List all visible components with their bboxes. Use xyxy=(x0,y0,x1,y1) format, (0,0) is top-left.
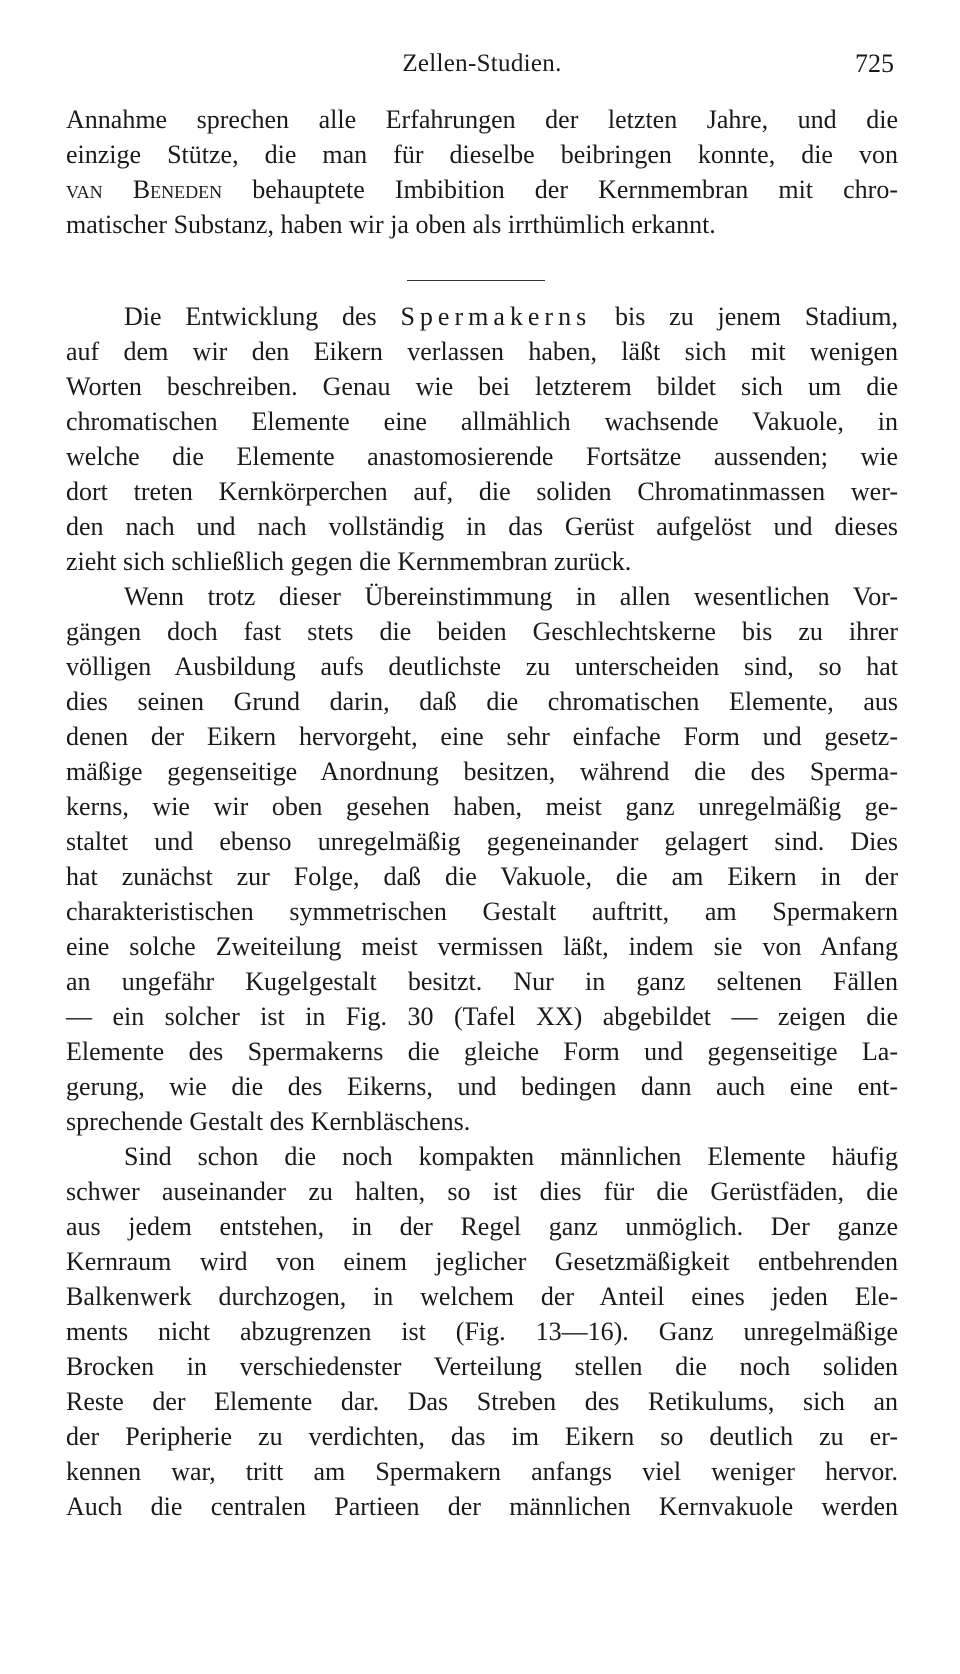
text-line: dort treten Kernkörperchen auf, die soliden Chromatinmassen wer- xyxy=(66,477,898,506)
spaced-term: Spermakerns xyxy=(400,302,592,331)
text-line: der Peripherie zu verdichten, das im Eikern so deutlich zu er- xyxy=(66,1422,898,1451)
text-line: hat zunächst zur Folge, daß die Vakuole, die am Eikern in der xyxy=(66,862,898,891)
text-line: Kernraum wird von einem jeglicher Gesetzmäßigkeit entbehrenden xyxy=(66,1247,898,1276)
text-line: auf dem wir den Eikern verlassen haben, läßt sich mit wenigen xyxy=(66,337,898,366)
text-line: sprechende Gestalt des Kernbläschens. xyxy=(66,1107,471,1136)
section-gap xyxy=(66,242,898,299)
author-name: van Beneden xyxy=(66,175,223,204)
text-fragment: behauptete Imbibition der Kernmembran mit chro- xyxy=(222,175,898,204)
text-line: kerns, wie wir oben gesehen haben, meist ganz unregelmäßig ge- xyxy=(66,792,898,821)
running-title: Zellen-Studien. xyxy=(402,50,562,77)
text-line: Reste der Elemente dar. Das Streben des Retikulums, sich an xyxy=(66,1387,898,1416)
text-line: einzige Stütze, die man für dieselbe beibringen konnte, die von xyxy=(66,140,898,169)
paragraph-2 xyxy=(66,299,898,579)
text-line: staltet und ebenso unregelmäßig gegeneinander gelagert sind. Dies xyxy=(66,827,898,856)
text-line xyxy=(66,299,898,334)
page-number: 725 xyxy=(855,49,894,78)
text-line: kennen war, tritt am Spermakern anfangs viel weniger hervor. xyxy=(66,1457,898,1486)
text-line: charakteristischen symmetrischen Gestalt auftritt, am Spermakern xyxy=(66,897,898,926)
text-line: schwer auseinander zu halten, so ist dies für die Gerüstfäden, die xyxy=(66,1177,898,1206)
text-line: Sind schon die noch kompakten männlichen Elemente häufig xyxy=(124,1142,898,1171)
text-fragment: Die Entwicklung des xyxy=(124,302,401,331)
text-line: zieht sich schließlich gegen die Kernmembran zurück. xyxy=(66,547,632,576)
text-line: — ein solcher ist in Fig. 30 (Tafel XX) abgebildet — zeigen die xyxy=(66,1002,898,1031)
text-line: völligen Ausbildung aufs deutlichste zu unterscheiden sind, so hat xyxy=(66,652,898,681)
text-line: mäßige gegenseitige Anordnung besitzen, während die des Sperma- xyxy=(66,757,898,786)
text-line: dies seinen Grund darin, daß die chromatischen Elemente, aus xyxy=(66,687,898,716)
text-line: gerung, wie die des Eikerns, und bedingen dann auch eine ent- xyxy=(66,1072,898,1101)
text-line: matischer Substanz, haben wir ja oben als irrthümlich erkannt. xyxy=(66,210,716,239)
text-fragment: bis zu jenem Stadium, xyxy=(591,302,898,331)
text-line: an ungefähr Kugelgestalt besitzt. Nur in ganz seltenen Fällen xyxy=(66,967,898,996)
text-line: Wenn trotz dieser Übereinstimmung in allen wesentlichen Vor- xyxy=(124,582,898,611)
page-header xyxy=(66,44,898,84)
text-line: ments nicht abzugrenzen ist (Fig. 13—16). Ganz unregelmäßige xyxy=(66,1317,898,1346)
paragraph-4 xyxy=(66,1139,898,1524)
text-line: eine solche Zweiteilung meist vermissen läßt, indem sie von Anfang xyxy=(66,932,898,961)
paragraph-3 xyxy=(66,579,898,1139)
text-line: Worten beschreiben. Genau wie bei letzterem bildet sich um die xyxy=(66,372,898,401)
text-line: den nach und nach vollständig in das Gerüst aufgelöst und dieses xyxy=(66,512,898,541)
text-line xyxy=(66,172,898,207)
text-line: chromatischen Elemente eine allmählich wachsende Vakuole, in xyxy=(66,407,898,436)
text-line: Brocken in verschiedenster Verteilung stellen die noch soliden xyxy=(66,1352,898,1381)
text-line: aus jedem entstehen, in der Regel ganz unmöglich. Der ganze xyxy=(66,1212,898,1241)
text-line: Annahme sprechen alle Erfahrungen der letzten Jahre, und die xyxy=(66,105,898,134)
body-text xyxy=(66,102,898,1524)
text-line: gängen doch fast stets die beiden Geschlechtskerne bis zu ihrer xyxy=(66,617,898,646)
text-line: denen der Eikern hervorgeht, eine sehr einfache Form und gesetz- xyxy=(66,722,898,751)
paragraph-1 xyxy=(66,102,898,242)
text-line: Balkenwerk durchzogen, in welchem der Anteil eines jeden Ele- xyxy=(66,1282,898,1311)
text-line: Auch die centralen Partieen der männlichen Kernvakuole werden xyxy=(66,1492,898,1521)
text-line: Elemente des Spermakerns die gleiche Form und gegenseitige La- xyxy=(66,1037,898,1066)
text-line: welche die Elemente anastomosierende Fortsätze aussenden; wie xyxy=(66,442,898,471)
